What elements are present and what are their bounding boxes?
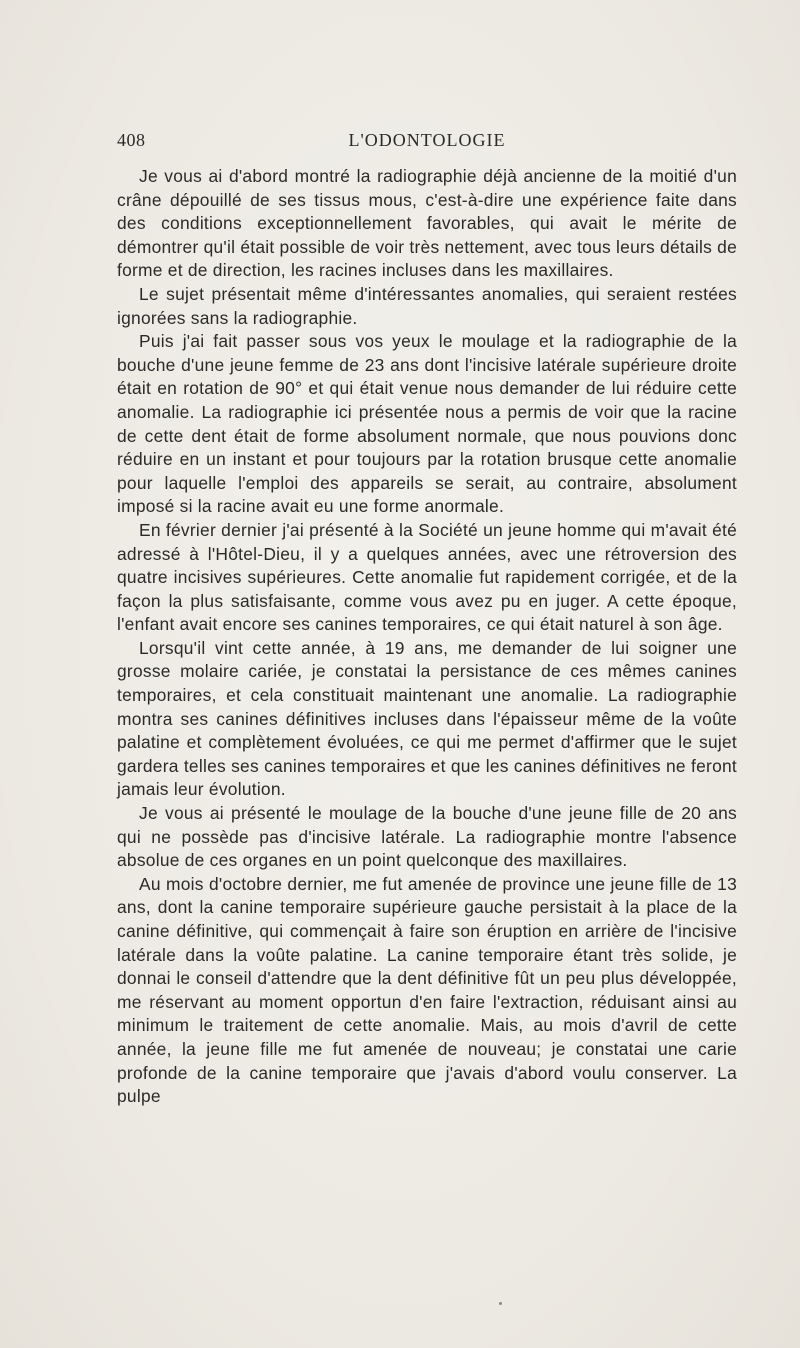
paragraph-1: Je vous ai d'abord montré la radiographie déjà ancienne de la moitié d'un crâne dépouillé de ses tissus mous, c'est-à-dire une expérience faite dans des conditions exceptionnellement favorables, qui avait le mérite de démontrer qu'il était possible de voir très nettement, avec tous leurs détails de forme et de direction, les racines incluses dans les maxillaires. xyxy=(117,166,737,281)
page-number: 408 xyxy=(117,130,146,150)
running-title: L'ODONTOLOGIE xyxy=(348,130,506,150)
page-header xyxy=(117,130,737,156)
scan-speck xyxy=(499,1302,502,1305)
paragraph-4: En février dernier j'ai présenté à la Société un jeune homme qui m'avait été adressé à l'Hôtel-Dieu, il y a quelques années, avec une rétroversion des quatre incisives supérieures. Cette anomalie fut rapidement corrigée, et de la façon la plus satisfaisante, comme vous avez pu en juger. A cette époque, l'enfant avait encore ses canines temporaires, ce qui était naturel à son âge. xyxy=(117,519,737,635)
paragraph-7: Au mois d'octobre dernier, me fut amenée de province une jeune fille de 13 ans, dont la canine temporaire supérieure gauche persistait à la place de la canine définitive, qui commençait à faire son éruption en arrière de l'incisive latérale dans la voûte palatine. La canine temporaire étant très solide, je donnai le conseil d'attendre que la dent définitive fût un peu plus développée, me réservant au moment opportun d'en faire l'extraction, réduisant ainsi au minimum le traitement de cette anomalie. Mais, au mois d'avril de cette année, la jeune fille me fut amenée de nouveau; je constatai une carie profonde de la canine temporaire que j'avais d'abord voulu conserver. La pulpe xyxy=(117,873,737,1107)
body-text xyxy=(117,165,737,1109)
paragraph-6: Je vous ai présenté le moulage de la bouche d'une jeune fille de 20 ans qui ne possède pas d'incisive latérale. La radiographie montre l'absence absolue de ces organes en un point quelconque des maxillaires. xyxy=(117,803,737,871)
paragraph-5: Lorsqu'il vint cette année, à 19 ans, me demander de lui soigner une grosse molaire cariée, je constatai la persistance de ces mêmes canines temporaires, et cela constituait maintenant une anomalie. La radiographie montra ses canines définitives incluses dans l'épaisseur même de la voûte palatine et complètement évoluées, ce qui me permet d'affirmer que le sujet gardera telles ses canines temporaires et que les canines définitives ne feront jamais leur évolution. xyxy=(117,637,737,800)
paragraph-3: Puis j'ai fait passer sous vos yeux le moulage et la radiographie de la bouche d'une jeune femme de 23 ans dont l'incisive latérale supérieure droite était en rotation de 90° et qui était venue nous demander de lui réduire cette anomalie. La radiographie ici présentée nous a permis de voir que la racine de cette dent était de forme absolument normale, que nous pouvions donc réduire en un instant et pour toujours par la rotation brusque cette anomalie pour laquelle l'emploi des appareils se serait, au contraire, absolument imposé si la racine avait eu une forme anormale. xyxy=(117,331,737,517)
paragraph-2: Le sujet présentait même d'intéressantes anomalies, qui seraient restées ignorées sans la radiographie. xyxy=(117,283,737,328)
